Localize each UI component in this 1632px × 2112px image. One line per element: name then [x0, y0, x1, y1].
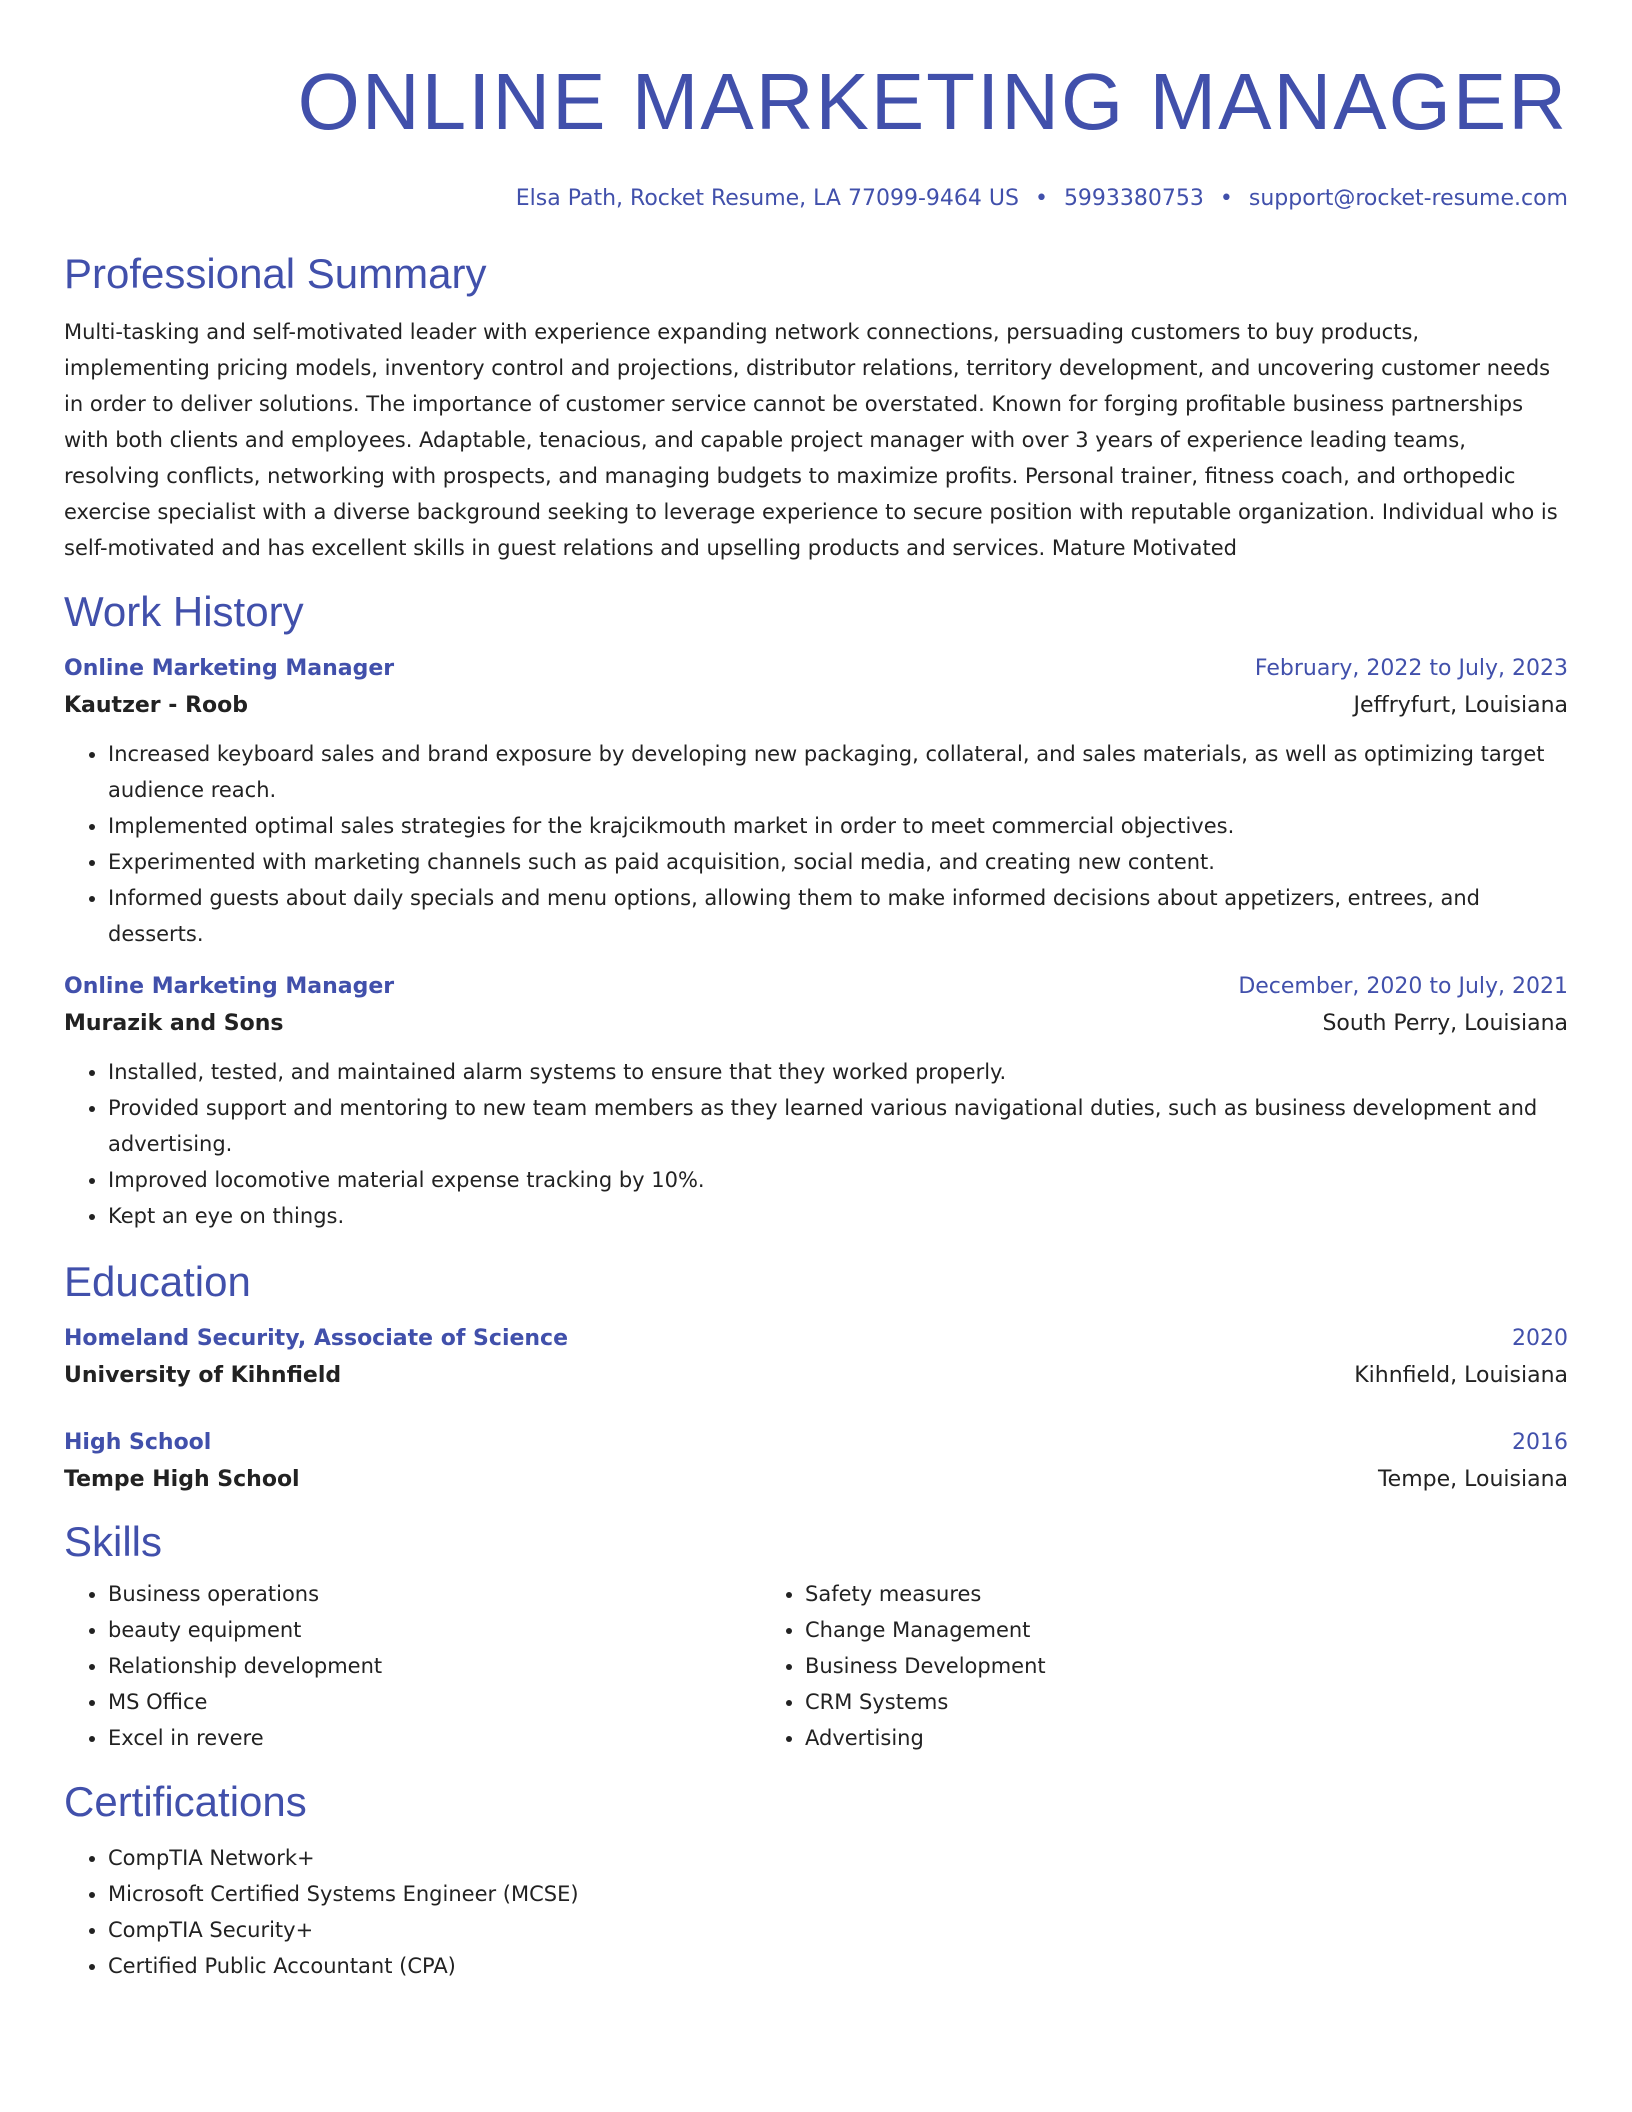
resume-title: ONLINE MARKETING MANAGER	[297, 57, 1568, 146]
job-bullets	[64, 1054, 1568, 1234]
job-bullet: • Installed, tested, and maintained alarm systems to ensure that they worked properly.	[108, 1054, 1568, 1090]
skill-item: • Relationship development	[108, 1648, 761, 1684]
certification-item: • Certified Public Accountant (CPA)	[108, 1948, 1568, 1984]
job-bullet: • Implemented optimal sales strategies for the krajcikmouth market in order to meet commercial objectives.	[108, 808, 1568, 844]
education-year: 2016	[1512, 1430, 1568, 1455]
section-heading-certifications: Certifications	[64, 1778, 307, 1825]
section-heading-work-history: Work History	[64, 588, 304, 635]
contact-separator: •	[1219, 186, 1233, 211]
education-degree: High School	[64, 1430, 212, 1455]
professional-summary-section	[64, 248, 1568, 566]
job-location: South Perry, Louisiana	[1322, 1011, 1568, 1036]
contact-separator: •	[1034, 186, 1048, 211]
certifications-list	[64, 1840, 1568, 1984]
education-entry	[64, 1426, 1568, 1500]
skills-section	[64, 1516, 1568, 1756]
job-bullet: • Provided support and mentoring to new team members as they learned various navigational duties, such as business development and advertising.	[108, 1090, 1568, 1162]
job-dates: December, 2020 to July, 2021	[1238, 974, 1568, 999]
job-bullets	[64, 736, 1568, 952]
skills-list-left	[64, 1576, 761, 1756]
education-school: University of Kihnfield	[64, 1363, 342, 1388]
skill-item: • MS Office	[108, 1684, 761, 1720]
education-entry	[64, 1322, 1568, 1396]
skill-item: • Excel in revere	[108, 1720, 761, 1756]
job-bullet: • Informed guests about daily specials and menu options, allowing them to make informed decisions about appetizers, entrees, and desserts.	[108, 880, 1568, 952]
education-school-row	[64, 1460, 1568, 1500]
certification-item: • CompTIA Network+	[108, 1840, 1568, 1876]
job-bullet: • Kept an eye on things.	[108, 1198, 1568, 1234]
education-location: Tempe, Louisiana	[1377, 1467, 1568, 1492]
work-history-section	[64, 586, 1568, 1234]
education-school: Tempe High School	[64, 1467, 300, 1492]
skills-grid	[64, 1576, 1568, 1756]
job-bullet: • Experimented with marketing channels such as paid acquisition, social media, and creating new content.	[108, 844, 1568, 880]
job-bullet: • Improved locomotive material expense tracking by 10%.	[108, 1162, 1568, 1198]
job-entry	[64, 970, 1568, 1234]
skill-item: • Advertising	[805, 1720, 1458, 1756]
job-company: Murazik and Sons	[64, 1011, 284, 1036]
skill-item: • Safety measures	[805, 1576, 1458, 1612]
education-header-row	[64, 1426, 1568, 1460]
contact-line	[64, 184, 1568, 214]
certification-item: • Microsoft Certified Systems Engineer (MCSE)	[108, 1876, 1568, 1912]
job-bullet: • Increased keyboard sales and brand exposure by developing new packaging, collateral, and sales materials, as well as optimizing target audience reach.	[108, 736, 1568, 808]
section-heading-skills: Skills	[64, 1518, 163, 1565]
section-heading-summary: Professional Summary	[64, 250, 487, 297]
contact-phone[interactable]: 5993380753	[1063, 186, 1204, 211]
education-section	[64, 1256, 1568, 1500]
job-header-row	[64, 970, 1568, 1004]
skill-item: • CRM Systems	[805, 1684, 1458, 1720]
certifications-section	[64, 1776, 1568, 1984]
skill-item: • Change Management	[805, 1612, 1458, 1648]
job-dates: February, 2022 to July, 2023	[1254, 656, 1568, 681]
job-entry	[64, 652, 1568, 952]
education-header-row	[64, 1322, 1568, 1356]
contact-address: Elsa Path, Rocket Resume, LA 77099-9464 US	[515, 186, 1019, 211]
job-title: Online Marketing Manager	[64, 656, 395, 681]
education-degree: Homeland Security, Associate of Science	[64, 1326, 569, 1351]
skills-list-right	[761, 1576, 1458, 1756]
skill-item: • beauty equipment	[108, 1612, 761, 1648]
education-year: 2020	[1512, 1326, 1568, 1351]
skill-item: • Business Development	[805, 1648, 1458, 1684]
certification-item: • CompTIA Security+	[108, 1912, 1568, 1948]
contact-email[interactable]: support@rocket-resume.com	[1248, 186, 1568, 211]
section-heading-education: Education	[64, 1258, 251, 1305]
job-company-row	[64, 686, 1568, 726]
job-company-row	[64, 1004, 1568, 1044]
summary-text: Multi-tasking and self-motivated leader with experience expanding network connections, persuading customers to buy products, implementing pricing models, inventory control and projections, distributor relations, territory development, and uncovering customer needs in order to deliver solutions. The importance of customer service cannot be overstated. Known for forging profitable business partnerships with both clients and employees. Adaptable, tenacious, and capable project manager with over 3 years of experience leading teams, resolving conflicts, networking with prospects, and managing budgets to maximize profits. Personal trainer, fitness coach, and orthopedic exercise specialist with a diverse background seeking to leverage experience to secure position with reputable organization. Individual who is self-motivated and has excellent skills in guest relations and upselling products and services. Mature Motivated	[64, 320, 1558, 560]
education-location: Kihnfield, Louisiana	[1354, 1363, 1568, 1388]
education-school-row	[64, 1356, 1568, 1396]
job-header-row	[64, 652, 1568, 686]
job-title: Online Marketing Manager	[64, 974, 395, 999]
job-location: Jeffryfurt, Louisiana	[1353, 693, 1568, 718]
skill-item: • Business operations	[108, 1576, 761, 1612]
job-company: Kautzer - Roob	[64, 693, 249, 718]
